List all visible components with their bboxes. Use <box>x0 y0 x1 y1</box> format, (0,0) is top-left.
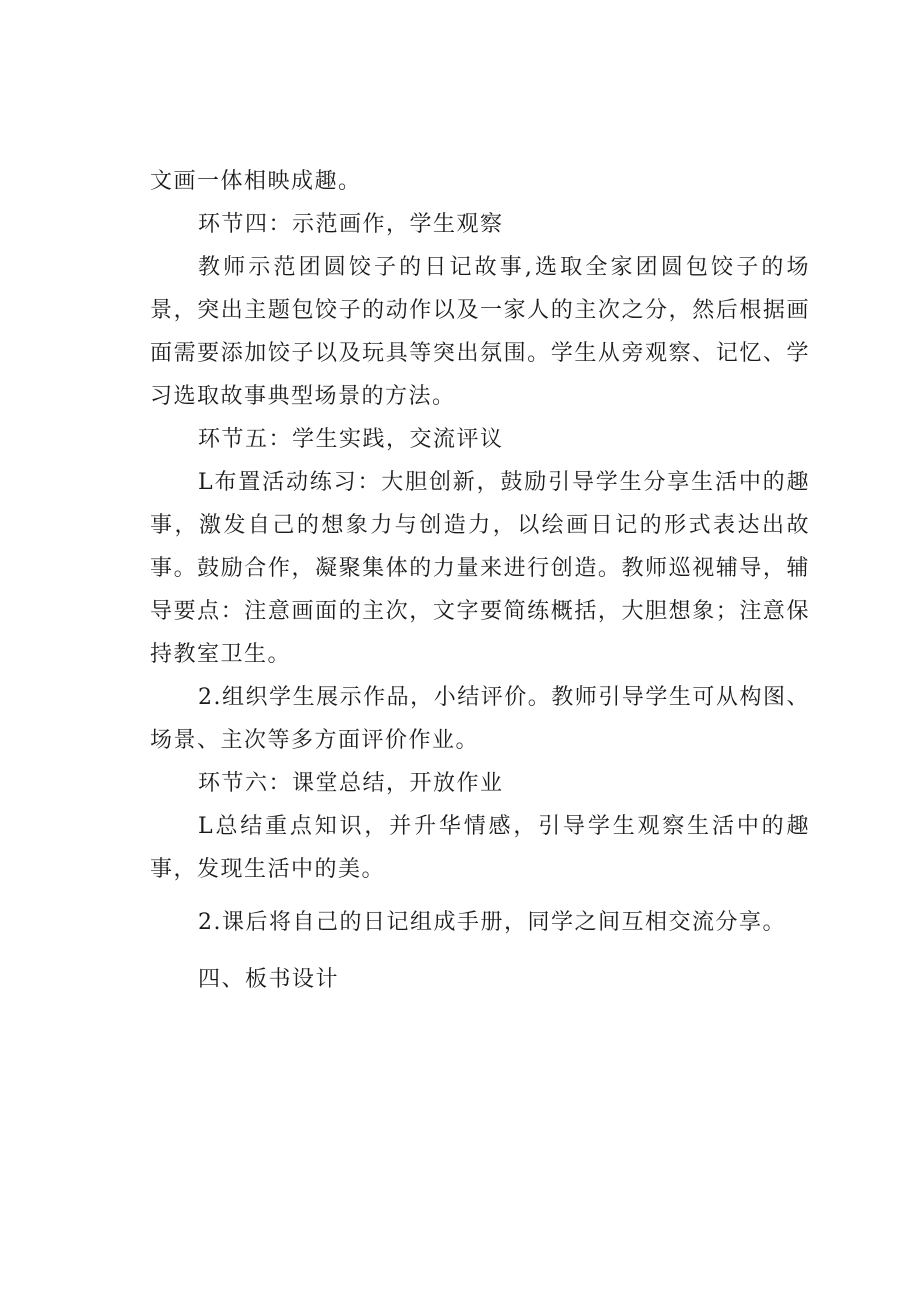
section-heading-step-six: 环节六：课堂总结，开放作业 <box>198 771 504 796</box>
section-heading-step-five: 环节五：学生实践，交流评议 <box>198 427 504 452</box>
section-heading-step-four: 环节四：示范画作，学生观察 <box>198 212 504 237</box>
section-heading-board-design: 四、板书设计 <box>198 967 340 992</box>
paragraph-homework: 2.课后将自己的日记组成手册，同学之间互相交流分享。 <box>198 910 786 935</box>
paragraph-intro-ending: 文画一体相映成趣。 <box>150 169 362 194</box>
paragraph-activity-practice: L布置活动练习：大胆创新，鼓励引导学生分享生活中的趣事，激发自己的想象力与创造力，以绘画日记的形式表达出故事。鼓励合作，凝聚集体的力量来进行创造。教师巡视辅导，辅导要点：注意画面的主次，文字要简练概括，大胆想象；注意保持教室卫生。 <box>150 470 810 667</box>
paragraph-summary: L总结重点知识，并升华情感，引导学生观察生活中的趣事，发现生活中的美。 <box>150 814 810 882</box>
paragraph-show-works: 2.组织学生展示作品，小结评价。教师引导学生可从构图、场景、主次等多方面评价作业。 <box>150 685 810 753</box>
document-body <box>150 160 810 1001</box>
paragraph-teacher-demo: 教师示范团圆饺子的日记故事,选取全家团圆包饺子的场景，突出主题包饺子的动作以及一家人的主次之分，然后根据画面需要添加饺子以及玩具等突出氛围。学生从旁观察、记忆、学习选取故事典型场景的方法。 <box>150 255 810 409</box>
